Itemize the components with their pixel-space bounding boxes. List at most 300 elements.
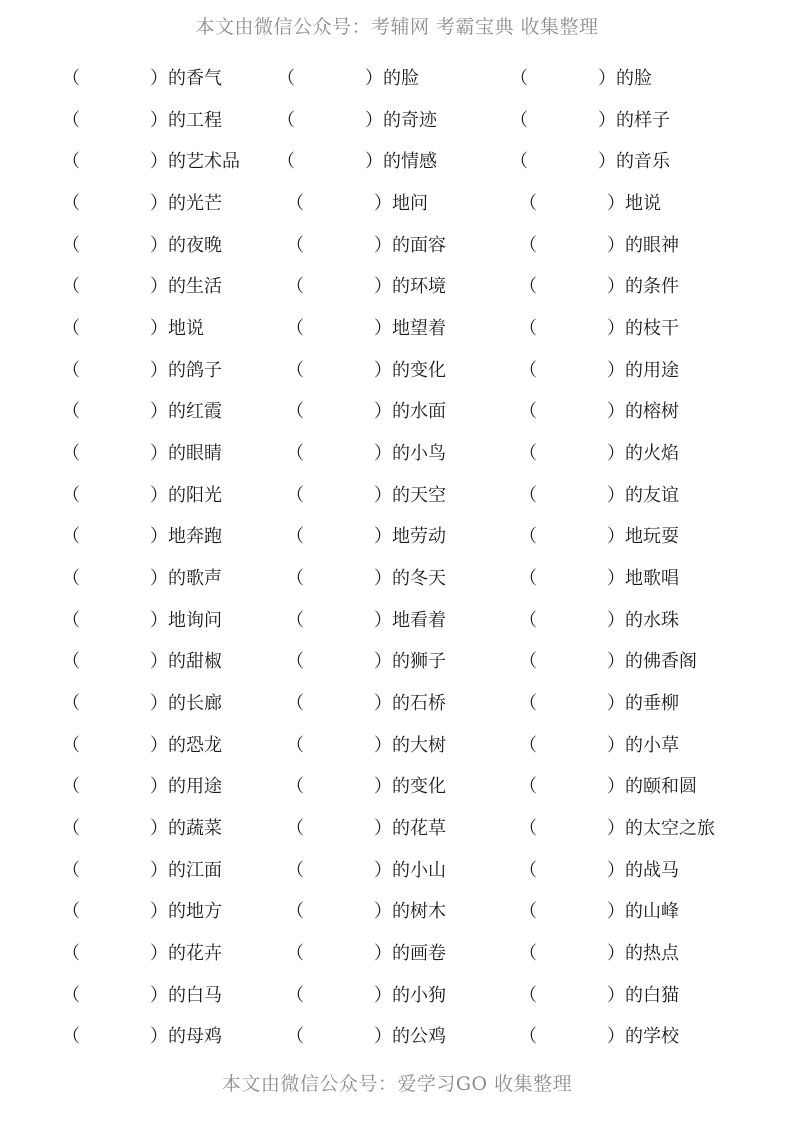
open-paren: （ bbox=[286, 901, 304, 923]
close-paren: ） bbox=[607, 484, 625, 506]
open-paren: （ bbox=[286, 734, 304, 756]
close-paren: ） bbox=[374, 401, 392, 423]
close-paren: ） bbox=[150, 1026, 168, 1048]
exercise-row bbox=[0, 189, 794, 219]
answer-blank[interactable] bbox=[306, 1022, 374, 1052]
phrase-text: 的长廊 bbox=[168, 693, 222, 715]
answer-blank[interactable] bbox=[82, 981, 150, 1011]
exercise-row bbox=[0, 147, 794, 177]
answer-blank[interactable] bbox=[82, 314, 150, 344]
exercise-row bbox=[0, 64, 794, 94]
phrase-text: 的样子 bbox=[616, 109, 670, 131]
answer-blank[interactable] bbox=[539, 397, 607, 427]
open-paren: （ bbox=[286, 776, 304, 798]
phrase-text: 的树木 bbox=[392, 901, 446, 923]
page-header: 本文由微信公众号：考辅网 考霸宝典 收集整理 bbox=[195, 16, 599, 38]
close-paren: ） bbox=[607, 859, 625, 881]
exercise-row bbox=[0, 356, 794, 386]
open-paren: （ bbox=[519, 401, 537, 423]
close-paren: ） bbox=[365, 68, 383, 89]
open-paren: （ bbox=[519, 443, 537, 465]
open-paren: （ bbox=[62, 68, 80, 89]
open-paren: （ bbox=[286, 818, 304, 840]
answer-blank[interactable] bbox=[306, 481, 374, 511]
phrase-text: 的花卉 bbox=[168, 943, 222, 965]
answer-blank[interactable] bbox=[82, 106, 150, 136]
close-paren: ） bbox=[150, 609, 168, 631]
answer-blank[interactable] bbox=[539, 272, 607, 302]
open-paren: （ bbox=[62, 901, 80, 923]
phrase-text: 的甜椒 bbox=[168, 651, 222, 673]
open-paren: （ bbox=[519, 318, 537, 340]
close-paren: ） bbox=[150, 693, 168, 715]
phrase-text: 的面容 bbox=[392, 234, 446, 256]
open-paren: （ bbox=[519, 693, 537, 715]
close-paren: ） bbox=[150, 443, 168, 465]
close-paren: ） bbox=[374, 318, 392, 340]
close-paren: ） bbox=[374, 359, 392, 381]
open-paren: （ bbox=[519, 776, 537, 798]
close-paren: ） bbox=[607, 776, 625, 798]
open-paren: （ bbox=[519, 1026, 537, 1048]
close-paren: ） bbox=[607, 1026, 625, 1048]
answer-blank[interactable] bbox=[306, 981, 374, 1011]
answer-blank[interactable] bbox=[82, 856, 150, 886]
answer-blank[interactable] bbox=[539, 481, 607, 511]
exercise-row bbox=[0, 481, 794, 511]
close-paren: ） bbox=[150, 359, 168, 381]
open-paren: （ bbox=[519, 234, 537, 256]
close-paren: ） bbox=[374, 651, 392, 673]
phrase-text: 的白马 bbox=[168, 984, 222, 1006]
close-paren: ） bbox=[607, 443, 625, 465]
phrase-text: 的情感 bbox=[383, 151, 437, 173]
open-paren: （ bbox=[62, 859, 80, 881]
phrase-text: 地奔跑 bbox=[168, 526, 222, 548]
phrase-text: 地劳动 bbox=[392, 526, 446, 548]
answer-blank[interactable] bbox=[82, 64, 150, 94]
phrase-text: 的花草 bbox=[392, 818, 446, 840]
open-paren: （ bbox=[519, 359, 537, 381]
open-paren: （ bbox=[62, 443, 80, 465]
open-paren: （ bbox=[519, 193, 537, 214]
answer-blank[interactable] bbox=[306, 272, 374, 302]
answer-blank[interactable] bbox=[539, 606, 607, 636]
open-paren: （ bbox=[510, 109, 528, 131]
open-paren: （ bbox=[519, 526, 537, 548]
answer-blank[interactable] bbox=[539, 522, 607, 552]
answer-blank[interactable] bbox=[539, 231, 607, 261]
phrase-text: 的奇迹 bbox=[383, 109, 437, 131]
phrase-text: 的红霞 bbox=[168, 401, 222, 423]
open-paren: （ bbox=[286, 443, 304, 465]
close-paren: ） bbox=[607, 818, 625, 840]
open-paren: （ bbox=[510, 151, 528, 173]
answer-blank[interactable] bbox=[539, 772, 607, 802]
close-paren: ） bbox=[150, 193, 168, 214]
open-paren: （ bbox=[519, 276, 537, 298]
close-paren: ） bbox=[374, 1026, 392, 1048]
open-paren: （ bbox=[286, 234, 304, 256]
phrase-text: 的佛香阁 bbox=[625, 651, 697, 673]
open-paren: （ bbox=[62, 776, 80, 798]
phrase-text: 的天空 bbox=[392, 484, 446, 506]
answer-blank[interactable] bbox=[306, 606, 374, 636]
open-paren: （ bbox=[62, 651, 80, 673]
answer-blank[interactable] bbox=[539, 897, 607, 927]
close-paren: ） bbox=[365, 109, 383, 131]
open-paren: （ bbox=[62, 318, 80, 340]
phrase-text: 地看着 bbox=[392, 609, 446, 631]
exercise-row bbox=[0, 897, 794, 927]
exercise-row bbox=[0, 397, 794, 427]
open-paren: （ bbox=[62, 943, 80, 965]
phrase-text: 地歌唱 bbox=[625, 568, 679, 590]
close-paren: ） bbox=[607, 526, 625, 548]
phrase-text: 的画卷 bbox=[392, 943, 446, 965]
answer-blank[interactable] bbox=[82, 731, 150, 761]
answer-blank[interactable] bbox=[539, 647, 607, 677]
exercise-row bbox=[0, 106, 794, 136]
answer-blank[interactable] bbox=[82, 147, 150, 177]
phrase-text: 的眼神 bbox=[625, 234, 679, 256]
phrase-text: 的榕树 bbox=[625, 401, 679, 423]
phrase-text: 的热点 bbox=[625, 943, 679, 965]
phrase-text: 的阳光 bbox=[168, 484, 222, 506]
phrase-text: 的小狗 bbox=[392, 984, 446, 1006]
answer-blank[interactable] bbox=[306, 564, 374, 594]
phrase-text: 的小山 bbox=[392, 859, 446, 881]
close-paren: ） bbox=[607, 234, 625, 256]
phrase-text: 的水珠 bbox=[625, 609, 679, 631]
phrase-text: 地说 bbox=[168, 318, 204, 340]
close-paren: ） bbox=[150, 526, 168, 548]
phrase-text: 的公鸡 bbox=[392, 1026, 446, 1048]
close-paren: ） bbox=[607, 984, 625, 1006]
answer-blank[interactable] bbox=[306, 397, 374, 427]
phrase-text: 地玩耍 bbox=[625, 526, 679, 548]
open-paren: （ bbox=[519, 609, 537, 631]
phrase-text: 的工程 bbox=[168, 109, 222, 131]
answer-blank[interactable] bbox=[306, 814, 374, 844]
open-paren: （ bbox=[286, 401, 304, 423]
answer-blank[interactable] bbox=[82, 772, 150, 802]
answer-blank[interactable] bbox=[539, 981, 607, 1011]
close-paren: ） bbox=[150, 318, 168, 340]
close-paren: ） bbox=[374, 443, 392, 465]
page-footer: 本文由微信公众号：爱学习GO 收集整理 bbox=[221, 1073, 573, 1095]
phrase-text: 地说 bbox=[625, 193, 661, 214]
phrase-text: 的变化 bbox=[392, 776, 446, 798]
close-paren: ） bbox=[150, 651, 168, 673]
close-paren: ） bbox=[374, 484, 392, 506]
close-paren: ） bbox=[607, 318, 625, 340]
close-paren: ） bbox=[607, 734, 625, 756]
close-paren: ） bbox=[374, 776, 392, 798]
open-paren: （ bbox=[519, 859, 537, 881]
close-paren: ） bbox=[607, 609, 625, 631]
close-paren: ） bbox=[374, 568, 392, 590]
exercise-row bbox=[0, 231, 794, 261]
close-paren: ） bbox=[374, 193, 392, 214]
exercise-row bbox=[0, 856, 794, 886]
open-paren: （ bbox=[519, 734, 537, 756]
answer-blank[interactable] bbox=[530, 64, 598, 94]
phrase-text: 地问 bbox=[392, 193, 428, 214]
close-paren: ） bbox=[374, 693, 392, 715]
close-paren: ） bbox=[150, 109, 168, 131]
phrase-text: 的用途 bbox=[168, 776, 222, 798]
answer-blank[interactable] bbox=[82, 522, 150, 552]
open-paren: （ bbox=[519, 484, 537, 506]
answer-blank[interactable] bbox=[82, 356, 150, 386]
open-paren: （ bbox=[519, 984, 537, 1006]
phrase-text: 的母鸡 bbox=[168, 1026, 222, 1048]
close-paren: ） bbox=[374, 984, 392, 1006]
close-paren: ） bbox=[150, 276, 168, 298]
phrase-text: 的音乐 bbox=[616, 151, 670, 173]
answer-blank[interactable] bbox=[539, 939, 607, 969]
open-paren: （ bbox=[277, 151, 295, 173]
phrase-text: 的脸 bbox=[383, 68, 419, 89]
exercise-row bbox=[0, 564, 794, 594]
close-paren: ） bbox=[150, 818, 168, 840]
open-paren: （ bbox=[62, 276, 80, 298]
phrase-text: 的香气 bbox=[168, 68, 222, 89]
open-paren: （ bbox=[62, 568, 80, 590]
open-paren: （ bbox=[510, 68, 528, 89]
close-paren: ） bbox=[607, 401, 625, 423]
phrase-text: 的脸 bbox=[616, 68, 652, 89]
phrase-text: 的石桥 bbox=[392, 693, 446, 715]
open-paren: （ bbox=[286, 568, 304, 590]
phrase-text: 的条件 bbox=[625, 276, 679, 298]
phrase-text: 的小鸟 bbox=[392, 443, 446, 465]
close-paren: ） bbox=[150, 484, 168, 506]
answer-blank[interactable] bbox=[306, 647, 374, 677]
close-paren: ） bbox=[607, 359, 625, 381]
open-paren: （ bbox=[286, 318, 304, 340]
open-paren: （ bbox=[277, 109, 295, 131]
open-paren: （ bbox=[62, 109, 80, 131]
close-paren: ） bbox=[374, 901, 392, 923]
close-paren: ） bbox=[150, 568, 168, 590]
open-paren: （ bbox=[62, 234, 80, 256]
close-paren: ） bbox=[598, 68, 616, 89]
answer-blank[interactable] bbox=[539, 689, 607, 719]
phrase-text: 的鸽子 bbox=[168, 359, 222, 381]
answer-blank[interactable] bbox=[82, 939, 150, 969]
answer-blank[interactable] bbox=[539, 356, 607, 386]
close-paren: ） bbox=[598, 151, 616, 173]
close-paren: ） bbox=[365, 151, 383, 173]
open-paren: （ bbox=[519, 901, 537, 923]
answer-blank[interactable] bbox=[306, 856, 374, 886]
open-paren: （ bbox=[286, 943, 304, 965]
answer-blank[interactable] bbox=[306, 439, 374, 469]
answer-blank[interactable] bbox=[82, 481, 150, 511]
close-paren: ） bbox=[374, 276, 392, 298]
open-paren: （ bbox=[286, 693, 304, 715]
exercise-row bbox=[0, 981, 794, 1011]
phrase-text: 的夜晚 bbox=[168, 234, 222, 256]
exercise-row bbox=[0, 772, 794, 802]
close-paren: ） bbox=[150, 234, 168, 256]
close-paren: ） bbox=[374, 734, 392, 756]
close-paren: ） bbox=[150, 776, 168, 798]
close-paren: ） bbox=[607, 276, 625, 298]
phrase-text: 的颐和圆 bbox=[625, 776, 697, 798]
phrase-text: 的冬天 bbox=[392, 568, 446, 590]
open-paren: （ bbox=[286, 984, 304, 1006]
close-paren: ） bbox=[150, 943, 168, 965]
answer-blank[interactable] bbox=[82, 397, 150, 427]
answer-blank[interactable] bbox=[82, 814, 150, 844]
answer-blank[interactable] bbox=[539, 731, 607, 761]
exercise-row bbox=[0, 814, 794, 844]
phrase-text: 的狮子 bbox=[392, 651, 446, 673]
answer-blank[interactable] bbox=[539, 314, 607, 344]
open-paren: （ bbox=[286, 651, 304, 673]
answer-blank[interactable] bbox=[306, 231, 374, 261]
open-paren: （ bbox=[62, 401, 80, 423]
phrase-text: 的艺术品 bbox=[168, 151, 240, 173]
answer-blank[interactable] bbox=[297, 64, 365, 94]
close-paren: ） bbox=[374, 609, 392, 631]
phrase-text: 的学校 bbox=[625, 1026, 679, 1048]
close-paren: ） bbox=[607, 193, 625, 214]
answer-blank[interactable] bbox=[306, 314, 374, 344]
answer-blank[interactable] bbox=[530, 106, 598, 136]
phrase-text: 的垂柳 bbox=[625, 693, 679, 715]
answer-blank[interactable] bbox=[539, 564, 607, 594]
answer-blank[interactable] bbox=[306, 189, 374, 219]
answer-blank[interactable] bbox=[306, 772, 374, 802]
exercise-row bbox=[0, 939, 794, 969]
phrase-text: 的用途 bbox=[625, 359, 679, 381]
answer-blank[interactable] bbox=[82, 189, 150, 219]
exercise-row bbox=[0, 647, 794, 677]
close-paren: ） bbox=[607, 651, 625, 673]
phrase-text: 的恐龙 bbox=[168, 734, 222, 756]
open-paren: （ bbox=[62, 193, 80, 214]
close-paren: ） bbox=[607, 693, 625, 715]
answer-blank[interactable] bbox=[539, 189, 607, 219]
answer-blank[interactable] bbox=[82, 606, 150, 636]
phrase-text: 的水面 bbox=[392, 401, 446, 423]
open-paren: （ bbox=[62, 734, 80, 756]
answer-blank[interactable] bbox=[297, 106, 365, 136]
close-paren: ） bbox=[607, 943, 625, 965]
answer-blank[interactable] bbox=[297, 147, 365, 177]
phrase-text: 的大树 bbox=[392, 734, 446, 756]
phrase-text: 的火焰 bbox=[625, 443, 679, 465]
answer-blank[interactable] bbox=[306, 897, 374, 927]
close-paren: ） bbox=[607, 901, 625, 923]
phrase-text: 的白猫 bbox=[625, 984, 679, 1006]
phrase-text: 的小草 bbox=[625, 734, 679, 756]
open-paren: （ bbox=[286, 609, 304, 631]
open-paren: （ bbox=[62, 818, 80, 840]
open-paren: （ bbox=[62, 359, 80, 381]
close-paren: ） bbox=[150, 151, 168, 173]
exercise-row bbox=[0, 689, 794, 719]
answer-blank[interactable] bbox=[82, 272, 150, 302]
answer-blank[interactable] bbox=[306, 522, 374, 552]
open-paren: （ bbox=[62, 984, 80, 1006]
exercise-row bbox=[0, 439, 794, 469]
open-paren: （ bbox=[62, 1026, 80, 1048]
answer-blank[interactable] bbox=[82, 439, 150, 469]
close-paren: ） bbox=[150, 859, 168, 881]
exercise-row bbox=[0, 522, 794, 552]
close-paren: ） bbox=[374, 234, 392, 256]
open-paren: （ bbox=[286, 859, 304, 881]
answer-blank[interactable] bbox=[82, 647, 150, 677]
phrase-text: 的光芒 bbox=[168, 193, 222, 214]
open-paren: （ bbox=[519, 943, 537, 965]
open-paren: （ bbox=[286, 526, 304, 548]
phrase-text: 的太空之旅 bbox=[625, 818, 715, 840]
close-paren: ） bbox=[150, 401, 168, 423]
phrase-text: 的战马 bbox=[625, 859, 679, 881]
phrase-text: 的变化 bbox=[392, 359, 446, 381]
close-paren: ） bbox=[374, 526, 392, 548]
close-paren: ） bbox=[150, 901, 168, 923]
exercise-row bbox=[0, 731, 794, 761]
answer-blank[interactable] bbox=[539, 439, 607, 469]
answer-blank[interactable] bbox=[539, 1022, 607, 1052]
close-paren: ） bbox=[150, 68, 168, 89]
phrase-text: 的环境 bbox=[392, 276, 446, 298]
phrase-text: 的眼睛 bbox=[168, 443, 222, 465]
close-paren: ） bbox=[150, 984, 168, 1006]
phrase-text: 的地方 bbox=[168, 901, 222, 923]
answer-blank[interactable] bbox=[539, 814, 607, 844]
answer-blank[interactable] bbox=[306, 356, 374, 386]
close-paren: ） bbox=[598, 109, 616, 131]
open-paren: （ bbox=[62, 526, 80, 548]
answer-blank[interactable] bbox=[82, 231, 150, 261]
open-paren: （ bbox=[62, 609, 80, 631]
open-paren: （ bbox=[286, 1026, 304, 1048]
phrase-text: 的友谊 bbox=[625, 484, 679, 506]
open-paren: （ bbox=[286, 276, 304, 298]
open-paren: （ bbox=[62, 484, 80, 506]
close-paren: ） bbox=[374, 818, 392, 840]
open-paren: （ bbox=[286, 193, 304, 214]
phrase-text: 的枝干 bbox=[625, 318, 679, 340]
answer-blank[interactable] bbox=[82, 1022, 150, 1052]
answer-blank[interactable] bbox=[306, 939, 374, 969]
exercise-row bbox=[0, 314, 794, 344]
phrase-text: 的生活 bbox=[168, 276, 222, 298]
close-paren: ） bbox=[374, 859, 392, 881]
answer-blank[interactable] bbox=[306, 731, 374, 761]
answer-blank[interactable] bbox=[306, 689, 374, 719]
answer-blank[interactable] bbox=[82, 564, 150, 594]
answer-blank[interactable] bbox=[530, 147, 598, 177]
phrase-text: 地望着 bbox=[392, 318, 446, 340]
open-paren: （ bbox=[519, 651, 537, 673]
open-paren: （ bbox=[62, 693, 80, 715]
answer-blank[interactable] bbox=[82, 897, 150, 927]
open-paren: （ bbox=[286, 484, 304, 506]
answer-blank[interactable] bbox=[539, 856, 607, 886]
answer-blank[interactable] bbox=[82, 689, 150, 719]
close-paren: ） bbox=[607, 568, 625, 590]
open-paren: （ bbox=[62, 151, 80, 173]
